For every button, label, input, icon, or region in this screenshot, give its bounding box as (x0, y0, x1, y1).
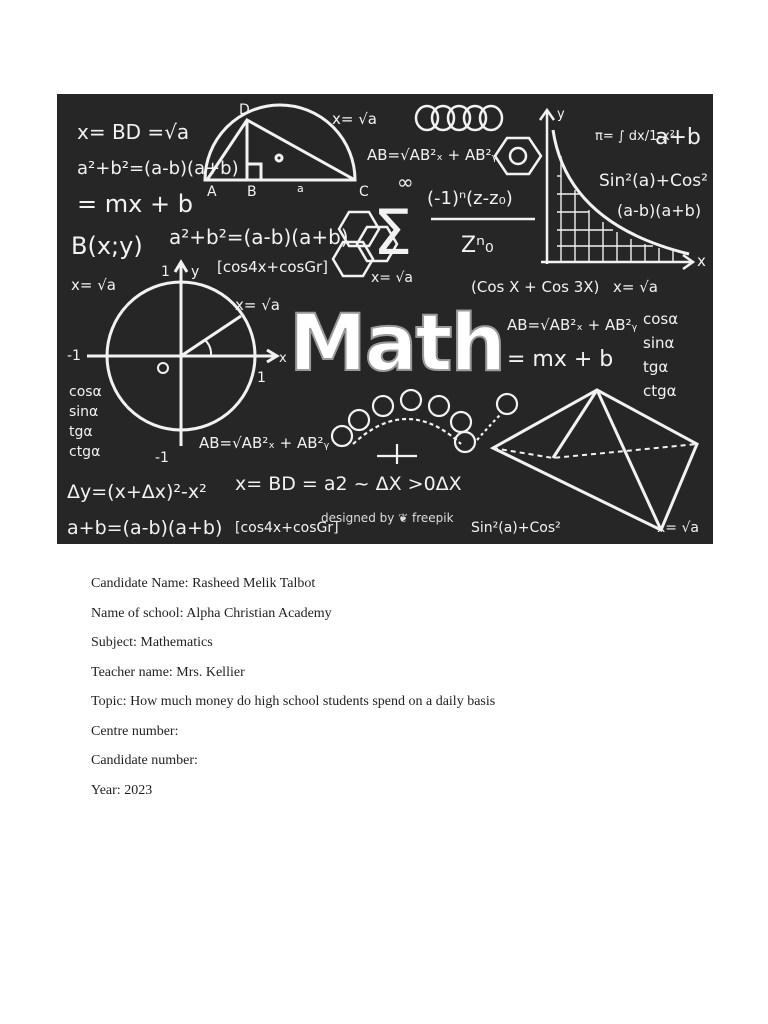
formula-text: [cos4x+cosGr] (235, 520, 339, 536)
formula-text: x= √a (332, 110, 377, 128)
label-c: C (359, 184, 369, 200)
formula-text: tgα (643, 358, 669, 376)
formula-text: cosα (643, 310, 679, 328)
formula-text: Sin²(a)+Cos² (471, 520, 561, 536)
year-line: Year: 2023 (91, 782, 153, 798)
formula-text: sinα (643, 334, 675, 352)
formula-text: a²+b²=(a-b)(a+b) (169, 225, 349, 249)
formula-text: (-1)ⁿ(z-z₀) (427, 188, 513, 209)
formula-text: x= BD = a2 ~ ΔX >0ΔX (235, 473, 462, 495)
cover-page-details (91, 576, 711, 812)
formula-text: a+b (655, 125, 701, 150)
formula-text: a²+b²=(a-b)(a+b) (77, 158, 239, 179)
infinity-symbol: ∞ (397, 170, 414, 194)
chalkboard-illustration (57, 94, 713, 544)
label-b: B (247, 184, 257, 200)
label-one-right: 1 (257, 370, 266, 386)
axis-x-label: x (279, 351, 287, 366)
formula-text: tgα (69, 424, 93, 440)
formula-text: (a-b)(a+b) (617, 201, 702, 220)
formula-text: (Cos X + Cos 3X) (471, 278, 600, 296)
formula-text: x= √a (657, 520, 699, 536)
formula-text: ctgα (643, 382, 677, 400)
label-a-small: a (297, 182, 304, 195)
formula-text: x= BD =√a (77, 120, 190, 144)
formula-text: x= √a (371, 270, 413, 286)
formula-text: a+b=(a-b)(a+b) (67, 517, 223, 539)
sigma-symbol: Σ (373, 196, 413, 269)
teacher-name-line: Teacher name: Mrs. Kellier (91, 664, 245, 680)
formula-text: [cos4x+cosGr] (217, 258, 328, 276)
math-title: Math (289, 299, 505, 389)
formula-text: AB=√AB²ₓ + AB²ᵧ (199, 434, 330, 452)
formula-text: sinα (69, 404, 99, 420)
formula-text: ctgα (69, 444, 101, 460)
candidate-number-line: Candidate number: (91, 753, 198, 768)
formula-text: x= √a (71, 276, 116, 294)
formula-text: Sin²(a)+Cos² (599, 171, 708, 191)
formula-text: cosα (69, 384, 102, 400)
axis-y-label: y (191, 264, 200, 280)
formula-text: x= √a (235, 296, 280, 314)
topic-line: Topic: How much money do high school students spend on a daily basis (91, 694, 496, 709)
graph-y-label: y (557, 107, 565, 122)
formula-text: AB=√AB²ₓ + AB²ᵧ (507, 316, 638, 334)
school-name-line: Name of school: Alpha Christian Academy (91, 605, 332, 621)
subject-line: Subject: Mathematics (91, 635, 213, 650)
formula-text: Δy=(x+Δx)²-x² (67, 481, 207, 503)
centre-number-line: Centre number: (91, 723, 179, 739)
formula-text: B(x;y) (71, 232, 143, 260)
math-chalkboard-banner (57, 94, 713, 544)
formula-text: = mx + b (77, 190, 193, 218)
formula-text: π= ∫ dx/1-x² (595, 129, 675, 144)
formula-text: AB=√AB²ₓ + AB²ᵧ (367, 146, 498, 164)
formula-text: = mx + b (507, 347, 614, 372)
graph-x-label: x (697, 252, 706, 270)
label-d: D (239, 102, 250, 118)
candidate-name-line: Candidate Name: Rasheed Melik Talbot (91, 576, 316, 591)
label-a: A (207, 184, 217, 200)
formula-text: Zⁿ₀ (461, 233, 494, 258)
label-neg-one-left: -1 (67, 348, 81, 364)
freepik-credit: designed by ❦ freepik (321, 511, 454, 525)
label-one-top: 1 (161, 264, 170, 280)
label-neg-one-bottom: -1 (155, 450, 169, 466)
formula-text: x= √a (613, 278, 658, 296)
